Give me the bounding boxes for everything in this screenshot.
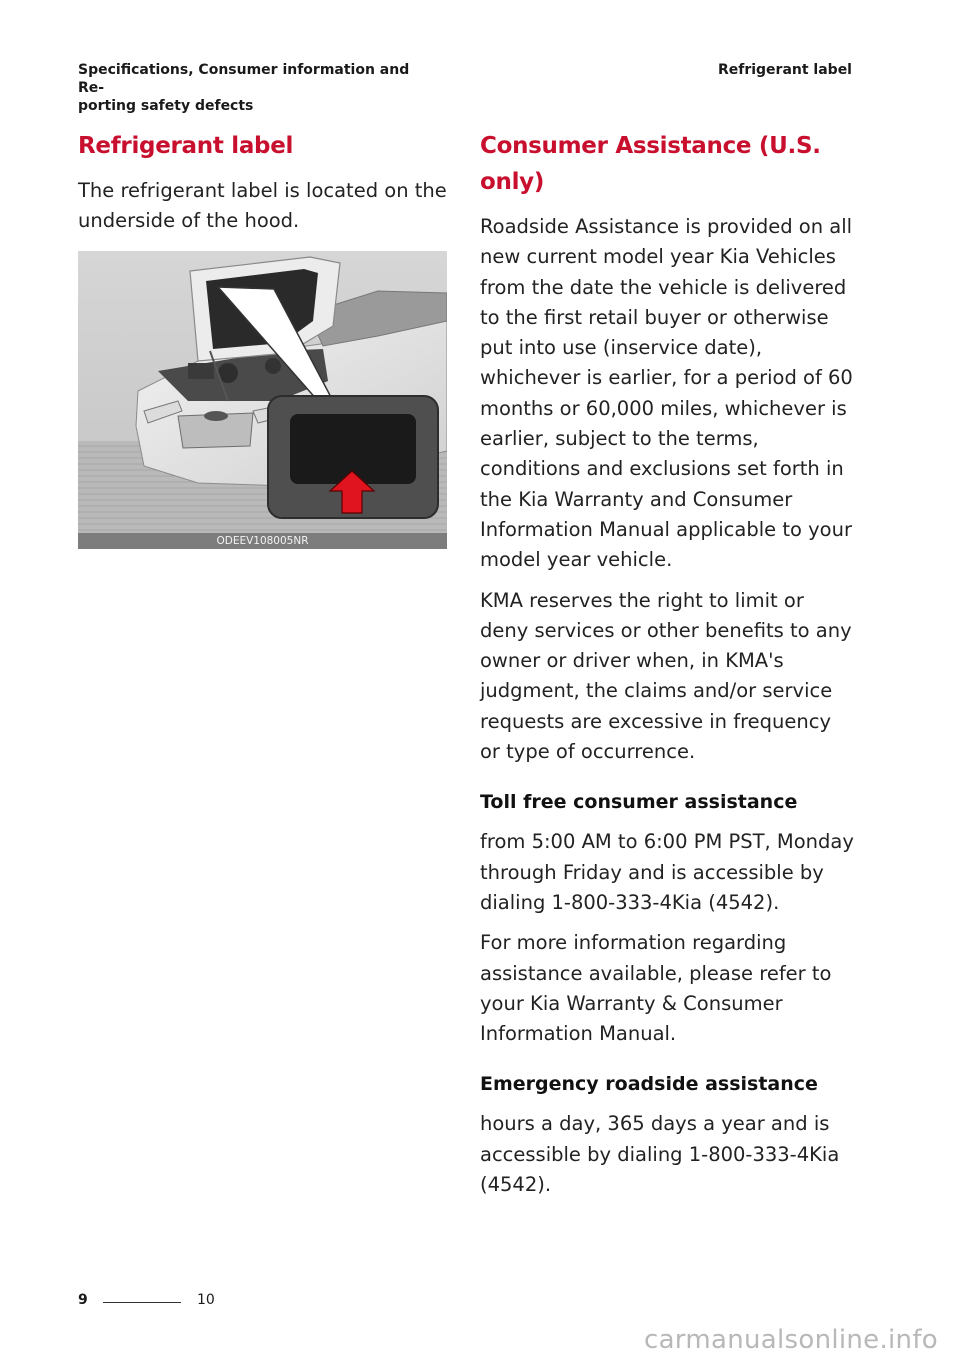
- toll-free-subheading: Toll free consumer assistance: [480, 791, 798, 814]
- left-column: [78, 128, 450, 549]
- car-hood-illustration: [78, 251, 447, 549]
- refrigerant-label-paragraph: The refrigerant label is located on the underside of the hood.: [78, 179, 447, 233]
- running-header-topic: Refrigerant label: [717, 62, 852, 78]
- refrigerant-label-figure: [78, 251, 447, 549]
- roadside-assistance-paragraph: Roadside Assistance is provided on all new current model year Kia Vehicles from the date the vehicle is delivered to the first retail buyer or otherwise put into use (inservice date), whichever is earlier, for a period of 60 months or 60,000 miles, whichever is earlier, subject to the terms, conditions and exclusions set forth in the Kia Warranty and Consumer Information Manual applicable to your model year vehicle.: [480, 215, 853, 572]
- page-number-left: 9: [78, 1292, 88, 1308]
- consumer-assistance-heading: Consumer Assistance (U.S. only): [480, 133, 821, 195]
- refrigerant-label-heading: Refrigerant label: [78, 133, 294, 159]
- figure-code: ODEEV108005NR: [78, 533, 447, 549]
- page-number-right: 10: [197, 1292, 215, 1308]
- footer-divider: [103, 1302, 181, 1303]
- right-column: [480, 128, 855, 1210]
- running-header-section: [78, 61, 438, 115]
- emergency-paragraph: hours a day, 365 days a year and is accessible by dialing 1-800-333-4Kia (4542).: [480, 1112, 840, 1197]
- watermark: carmanualsonline.info: [643, 1325, 938, 1355]
- emergency-subheading: Emergency roadside assistance: [480, 1073, 818, 1096]
- more-info-paragraph: For more information regarding assistance available, please refer to your Kia Warranty & Consumer Information Manual.: [480, 931, 832, 1046]
- kma-rights-paragraph: KMA reserves the right to limit or deny services or other benefits to any owner or driver when, in KMA's judgment, the claims and/or service requests are excessive in frequency or type of occurrence.: [480, 588, 852, 764]
- running-header-line-2: porting safety defects: [78, 98, 254, 114]
- running-header-line-1: Specifications, Consumer information and Re-: [78, 62, 410, 96]
- toll-free-paragraph: from 5:00 AM to 6:00 PM PST, Monday through Friday and is accessible by dialing 1-800-333-4Kia (4542).: [480, 830, 854, 914]
